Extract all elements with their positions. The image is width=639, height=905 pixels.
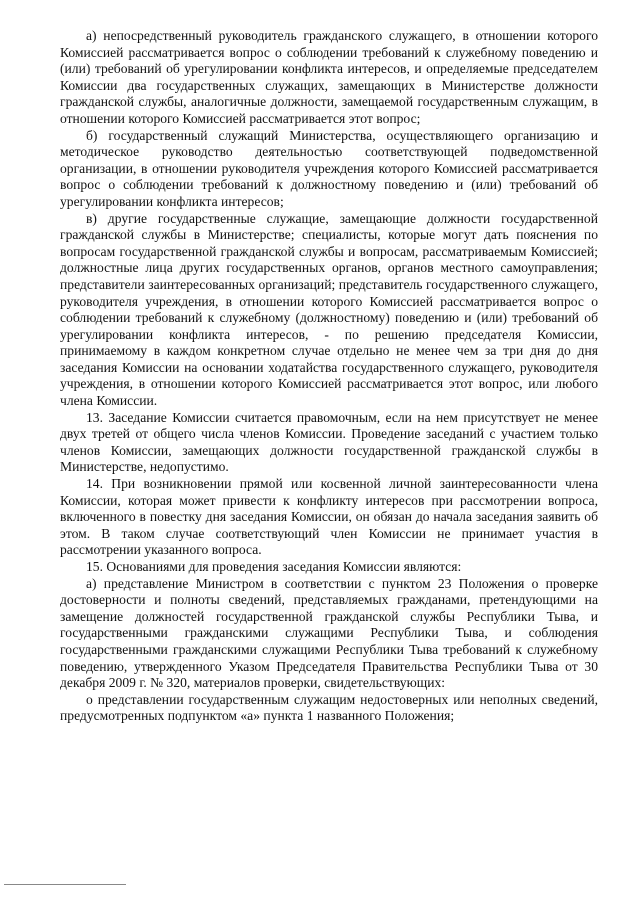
paragraph-14: 14. При возникновении прямой или косвенной личной заинтересованности члена Комиссии, которая может привести к конфликту интересов при рассмотрении вопроса, включенного в повестку дня заседания Комиссии, он обязан до начала заседания заявить об этом. В таком случае соответствующий член Комиссии не принимает участия в рассмотрении указанного вопроса. [60,476,598,558]
paragraph-15a: а) представление Министром в соответствии с пунктом 23 Положения о проверке достоверности и полноты сведений, представляемых гражданами, претендующими на замещение должностей государственной гражданской службы Республики Тыва, и государственными гражданскими служащими Республики Тыва, и соблюдения государственными гражданскими служащими Республики Тыва требований к служебному поведению, утвержденного Указом Председателя Правительства Республики Тыва от 30 декабря 2009 г. № 320, материалов проверки, свидетельствующих: [60,575,598,691]
paragraph-12b: б) государственный служащий Министерства, осуществляющего организацию и методическое руководство деятельностью соответствующей подведомственной организации, в отношении руководителя учреждения которого Комиссией рассматривается вопрос о соблюдении требований к должностному поведению и (или) требований об урегулировании конфликта интересов; [60,127,598,209]
document-body [60,28,598,725]
paragraph-15a-item: о представлении государственным служащим недостоверных или неполных сведений, предусмотренных подпунктом «а» пункта 1 названного Положения; [60,691,598,724]
footer-divider [4,884,126,885]
paragraph-12c: в) другие государственные служащие, замещающие должности государственной гражданской службы в Министерстве; специалисты, которые могут дать пояснения по вопросам государственной гражданской службы и вопросам, рассматриваемым Комиссией; должностные лица других государственных органов, органов местного самоуправления; представители заинтересованных организаций; представитель государственного служащего, руководителя учреждения, в отношении которого Комиссией рассматривается вопрос о соблюдении требований к служебному (должностному) поведению и (или) требований об урегулировании конфликта интересов, - по решению председателя Комиссии, принимаемому в каждом конкретном случае отдельно не менее чем за три дня до дня заседания Комиссии на основании ходатайства государственного служащего, руководителя учреждения, в отношении которого Комиссией рассматривается этот вопрос, или любого члена Комиссии. [60,210,598,409]
paragraph-15: 15. Основаниями для проведения заседания Комиссии являются: [86,559,462,574]
paragraph-12a: а) непосредственный руководитель гражданского служащего, в отношении которого Комиссией рассматривается вопрос о соблюдении требований к служебному поведению и (или) требований об урегулировании конфликта интересов, и определяемые председателем Комиссии два государственных служащих, замещающих в Министерстве должности гражданской службы, аналогичные должности, замещаемой государственным служащим, в отношении которого Комиссией рассматривается этот вопрос; [60,28,598,126]
paragraph-13: 13. Заседание Комиссии считается правомочным, если на нем присутствует не менее двух третей от общего числа членов Комиссии. Проведение заседаний с участием только членов Комиссии, замещающих должности государственной гражданской службы в Министерстве, недопустимо. [60,409,598,475]
